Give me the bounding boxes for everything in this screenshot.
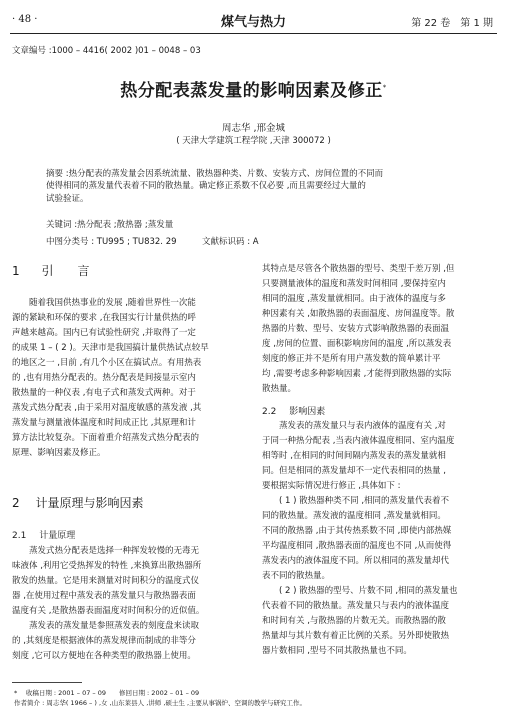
text-line: 摘要 :热分配表的蒸发量会因系统流量、散热器种类、片数、安装方式、房间位置的不同而 [46,169,384,179]
text-line: 味液体 ,利用它受热挥发的特性 ,来换算出散热器所 [12,561,202,571]
text-line: 和时间有关 ,与散热器的片数无关。而散热器的散 [262,616,446,626]
text-line: 蒸发式热分配表 ,由于采用对温度敏感的蒸发液 ,其 [12,403,202,413]
text-line: 原理、影响因素及修正。 [12,448,106,458]
text-line: 蒸发表内的液体温度不同。所以相同的蒸发量却代 [262,556,450,566]
document-code: 文献标识码 : A [202,237,259,247]
text-line: 器片数相同 ,型号不同其散热量也不同。 [262,646,412,656]
subsection-2-2-number: 2.2 [262,407,277,417]
clc-number: 中图分类号 : TU995 ; TU832. 29 [46,237,177,247]
text-line: 相同的温度 ,蒸发量就相同。由于液体的温度与多 [262,294,446,304]
principle-paragraph [12,544,247,664]
subsection-2-1-title: 计量原理 [39,531,76,541]
keywords: 关键词 :热分配表 ;散热器 ;蒸发量 [46,220,174,230]
text-line: 器 ,在使用过程中蒸发表的蒸发量只与散热器表面 [12,591,196,601]
continued-paragraph [262,262,498,397]
text-line: 算方法比较复杂。下面着重介绍蒸发式热分配表的 [12,433,200,443]
abstract [46,168,456,205]
text-line: 散热量。 [262,384,297,394]
title-footnote-mark: * [382,83,387,92]
journal-name: 煤气与热力 [220,15,286,30]
footnote-received: * 收稿日期 : 2001 – 07 – 09 修回日期 : 2002 – 01 – 09 [14,689,200,697]
text-line: 温度有关 ,是散热器表面温度对时间积分的近似值。 [12,606,205,616]
text-line: 均 ,需要考虑多种影响因素 ,才能得到散热器的实际 [262,369,452,379]
text-line: ( 2 ) 散热器的型号、片数不同 ,相同的蒸发量也 [262,586,458,596]
section-1-title: 引 言 [41,264,90,278]
text-line: 蒸发量与测量液体温度和时间成正比 ,其原理和计 [12,418,196,428]
intro-paragraph [12,296,247,461]
text-line: 平均温度相同 ,散热器表面的温度也不同 ,从而使得 [262,541,452,551]
text-line: 的成果 1 – ( 2 )。天津市是我国搞计量供热试点较早 [12,343,209,353]
text-line: 要根据实际情况进行修正 ,具体如下 : [262,481,401,491]
subsection-2-1-heading [12,528,75,541]
text-line: 表不同的散热量。 [262,571,331,581]
footnote-rule [12,682,82,683]
footnote-author-bio: 作者简介 : 周志华( 1966 – ) ,女 ,山东莱县人 ,讲师 ,硕士生 ,主要从事锅炉、空调的教学与研究工作。 [14,699,307,707]
text-line: 使得相同的蒸发量代表着不同的散热量。确定修正系数不仅必要 ,而且需要经过大量的 [46,181,366,192]
volume-issue: 第 22 卷 第 1 期 [411,18,493,29]
paper-title [0,76,507,101]
text-line: 随着我国供热事业的发展 ,随着世界性一次能 [12,298,196,308]
text-line: 的 ,也有用热分配表的。热分配表是间接显示室内 [12,373,196,383]
text-line: 热器的片数、型号、安装方式影响散热器的表面温 [262,324,450,334]
text-line: 不同的散热器 ,由于其传热系数不同 ,即使内部热媒 [262,526,452,536]
section-2-title: 计量原理与影响因素 [35,496,144,510]
section-2-heading [12,494,143,511]
paper-title-text: 热分配表蒸发量的影响因素及修正 [120,81,383,101]
text-line: 热量却与其片数有着正比例的关系。另外即使散热 [262,631,450,641]
text-line: 试验验证。 [46,193,89,204]
authors: 周志华 ,邢金城 [221,123,286,134]
text-line: 的 ,其刻度是根据液体的蒸发规律而制成的非等分 [12,636,196,646]
affiliation: ( 天津大学建筑工程学院 ,天津 300072 ) [176,136,331,146]
text-line: 其特点是尽管各个散热器的型号、类型千差万别 ,但 [262,264,455,274]
text-line: 于同一种热分配表 ,当表内液体温度相同、室内温度 [262,436,455,446]
text-line: 同的散热量。蒸发液的温度相同 ,蒸发量就相同。 [262,511,446,521]
text-line: 度 ,房间的位置、面积影响房间的温度 ,所以蒸发表 [262,339,452,349]
text-line: 散热量的一种仪表 ,有电子式和蒸发式两种。对于 [12,388,196,398]
subsection-2-1-number: 2.1 [12,531,27,541]
text-line: 相等时 ,在相同的时间间隔内蒸发表的蒸发量就相 [262,451,446,461]
factors-paragraph [262,419,498,659]
subsection-2-2-title: 影响因素 [289,407,326,417]
text-line: 代表着不同的散热量。蒸发量只与表内的液体温度 [262,601,450,611]
text-line: 蒸发表的蒸发量是参照蒸发表的刻度盘来读取 [12,621,200,631]
text-line: 源的紧缺和环保的要求 ,在我国实行计量供热的呼 [12,313,196,323]
text-line: 刻度的修正并不是所有用户蒸发数的简单累计平 [262,354,441,364]
section-1-number: 1 [12,264,20,278]
subsection-2-2-heading [262,404,325,417]
header-rule [10,33,497,34]
page-number: · 48 · [12,14,38,25]
text-line: 蒸发表的蒸发量只与表内液体的温度有关 ,对 [262,421,446,431]
text-line: 种因素有关 ,如散热器的表面温度、房间温度等。散 [262,309,455,319]
text-line: 声越来越高。国内已有试验性研究 ,并取得了一定 [12,328,196,338]
text-line: 同。但是相同的蒸发量却不一定代表相同的热量 , [262,466,446,476]
article-number: 文章编号 :1000 – 4416( 2002 )01 – 0048 – 03 [12,46,201,56]
text-line: 刻度 ,它可以方便地在各种类型的散热器上使用。 [12,651,196,661]
text-line: 的地区之一 ,目前 ,有几个小区在搞试点。有用热表 [12,358,202,368]
text-line: 蒸发式热分配表是选择一种挥发较慢的无毒无 [12,546,200,556]
section-2-number: 2 [12,496,20,510]
text-line: 只要测量液体的温度和蒸发时间相同 ,要保持室内 [262,279,446,289]
section-1-heading [12,262,89,279]
text-line: ( 1 ) 散热器种类不同 ,相同的蒸发量代表着不 [262,496,450,506]
text-line: 散发的热量。它是用来测量对时间积分的温度式仪 [12,576,200,586]
